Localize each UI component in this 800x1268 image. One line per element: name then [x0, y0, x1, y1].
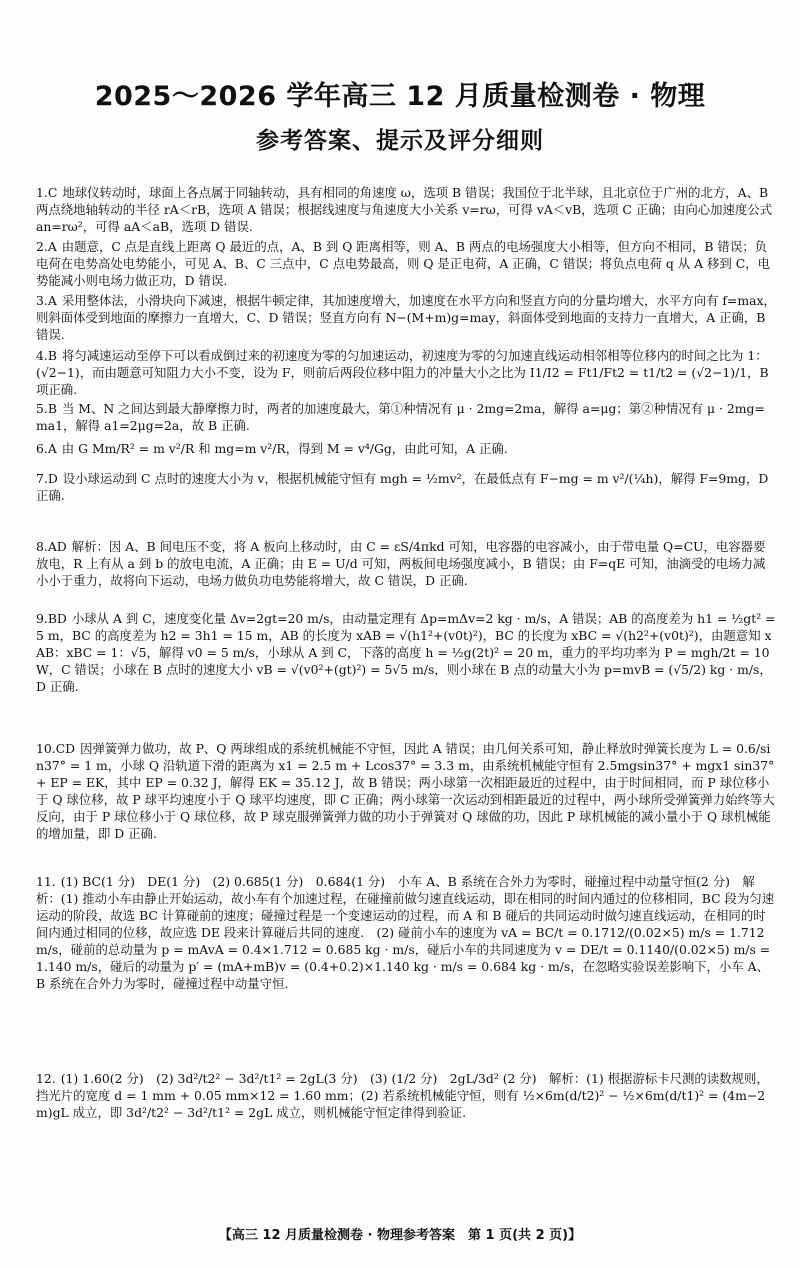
answer-text: 因弹簧弹力做功，故 P、Q 两球组成的系统机械能不守恒，因此 A 错误；由几何关系可知，静止释放时弹簧长度为 L = 0.6/sin37° = 1 m，小球 Q 沿轨道下滑的距离为 x1 = 2.5 m + Lcos37° = 3.3 m，由系统机械能守恒有 2.5mgsin37° + mgx1 sin37° + EP = EK，其中 EP = 0.32 J，解得 EK = 35.12 J，故 B 错误；两小球第一次相距最近的过程中，由于时间相同，而 P 球位移小于 Q 球位移，故 P 球平均速度小于 Q 球平均速度，即 C 正确；两小球第一次运动到相距最近的过程中，两小球所受弹簧弹力始终等大反向，由于 P 球位移小于 Q 球位移，故 P 球克服弹簧弹力做的功小于弹簧对 Q 球做的功，因此 P 球机械能的减小量小于 Q 球机械能的增加量，即 D 正确.	[36, 741, 775, 841]
answer-item-1	[36, 184, 776, 236]
answer-text: (1) 1.60(2 分) (2) 3d²/t2² − 3d²/t1² = 2gL(3 分) (3) (1/2 分) 2gL/3d² (2 分) 解析：(1) 根据游标卡尺测的读数规则，挡光片的宽度 d = 1 mm + 0.05 mm×12 = 1.60 mm；(2) 若系统机械能守恒，则有 ½×6m(d/t2)² − ½×6m(d/t1)² = (4m−2m)gL 成立，即 3d²/t2² − 3d²/t1² = 2gL 成立，则机械能守恒定律得到验证.	[36, 1071, 769, 1120]
page-title: 2025～2026 学年高三 12 月质量检测卷 · 物理	[94, 81, 706, 112]
answer-number: 8.AD	[36, 539, 67, 554]
answer-number: 4.B	[36, 348, 57, 363]
page-footer: 【高三 12 月质量检测卷 · 物理参考答案 第 1 页(共 2 页)】	[218, 1228, 582, 1243]
answer-text: 采用整体法，小滑块向下减速，根据牛顿定律，其加速度增大，加速度在水平方向和竖直方向的分量均增大，水平方向有 f=max，则斜面体受到地面的摩擦力一直增大，C、D 错误；竖直方向有 N−(M+m)g=may，斜面体受到地面的支持力一直增大，A 正确，B 错误.	[36, 293, 776, 342]
answer-number: 7.D	[36, 471, 58, 486]
answer-number: 3.A	[36, 293, 57, 308]
answer-text: 解析：因 A、B 间电压不变，将 A 板向上移动时，由 C = εS/4πkd 可知，电容器的电容减小，由于带电量 Q=CU，电容器要放电，R 上有从 a 到 b 的放电电流，A 正确；由 E = U/d 可知，两板间电场强度减小，B 错误；由 F=qE 可知，油滴受的电场力减小小于重力，故将向下运动，电场力做负功电势能将增大，故 C 错误，D 正确.	[36, 539, 766, 588]
answer-number: 10.CD	[36, 741, 76, 756]
answer-item-3	[36, 292, 776, 344]
answer-text: 地球仪转动时，球面上各点属于同轴转动，具有相同的角速度 ω，选项 B 错误；我国位于北半球，且北京位于广州的北方，A、B 两点绕地轴转动的半径 rA＜rB，选项 A 错误；根据线速度与角速度大小关系 v=rω，可得 vA＜vB，选项 C 正确；由向心加速度公式 an=rω²，可得 aA＜aB，选项 D 错误.	[36, 185, 773, 234]
answer-text: 将匀减速运动至停下可以看成倒过来的初速度为零的匀加速运动，初速度为零的匀加速直线运动相邻相等位移内的时间之比为 1：(√2−1)，而由题意可知阻力大小不变，设为 F，则前后两段位移中阻力的冲量大小之比为 I1/I2 = Ft1/Ft2 = t1/t2 = (√2−1)/1，B 项正确.	[36, 348, 769, 397]
answer-item-7	[36, 470, 776, 505]
answer-number: 6.A	[36, 441, 57, 456]
answer-item-8	[36, 538, 776, 590]
answer-item-5	[36, 400, 776, 435]
answer-item-6	[36, 440, 776, 458]
answer-text: 由 G Mm/R² = m v²/R 和 mg=m v²/R，得到 M = v⁴/Gg，由此可知，A 正确.	[61, 441, 508, 456]
answer-item-9	[36, 610, 776, 730]
page-subtitle: 参考答案、提示及评分细则	[256, 128, 544, 154]
answer-number: 2.A	[36, 239, 57, 254]
answer-text: 由题意，C 点是直线上距离 Q 最近的点，A、B 到 Q 距离相等，则 A、B 两点的电场强度大小相等，但方向不相同，B 错误；负电荷在电势高处电势能小，可见 A、B、C 三点中，C 点电势最高，则 Q 是正电荷，A 正确，C 错误；将负点电荷 q 从 A 移到 C，电势能减小则电场力做正功，D 错误.	[36, 239, 770, 288]
answer-text: (1) BC(1 分) DE(1 分) (2) 0.685(1 分) 0.684(1 分) 小车 A、B 系统在合外力为零时，碰撞过程中动量守恒(2 分) 解析：(1) 推动小车由静止开始运动，故小车有个加速过程，在碰撞前做匀速直线运动，即在相同的时间内通过的位移相同，BC 段为匀速运动的阶段，故选 BC 计算碰前的速度；碰撞过程是一个变速运动的过程，而 A 和 B 碰后的共同运动时做匀速直线运动，在相同的时间内通过相同的位移，故应选 DE 段来计算碰后共同的速度. (2) 碰前小车的速度为 vA = BC/t = 0.1712/(0.02×5) m/s = 1.712 m/s，碰前的总动量为 p = mAvA = 0.4×1.712 = 0.685 kg · m/s，碰后小车的共同速度为 v = DE/t = 0.1140/(0.02×5) m/s = 1.140 m/s，碰后的动量为 p′ = (mA+mB)v = (0.4+0.2)×1.140 kg · m/s = 0.684 kg · m/s，在忽略实验误差影响下，小车 A、B 系统在合外力为零时，碰撞过程中动量守恒.	[36, 874, 775, 991]
answer-text: 设小球运动到 C 点时的速度大小为 v，根据机械能守恒有 mgh = ½mv²，在最低点有 F−mg = m v²/(¼h)，解得 F=9mg，D 正确.	[36, 471, 769, 503]
answer-number: 5.B	[36, 401, 57, 416]
answer-item-2	[36, 238, 776, 290]
answer-number: 9.BD	[36, 611, 67, 626]
answer-number: 12.	[36, 1071, 56, 1086]
answer-item-4	[36, 347, 776, 399]
answer-item-11	[36, 873, 776, 1061]
answer-item-10	[36, 740, 776, 860]
answer-text: 当 M、N 之间达到最大静摩擦力时，两者的加速度最大，第①种情况有 μ · 2mg=2ma，解得 a=μg；第②种情况有 μ · 2mg=ma1，解得 a1=2μg=2a，故 B 正确.	[36, 401, 765, 433]
answer-text: 小球从 A 到 C，速度变化量 Δv=2gt=20 m/s，由动量定理有 Δp=mΔv=2 kg · m/s，A 错误；AB 的高度差为 h1 = ½gt² = 5 m，BC 的高度差为 h2 = 3h1 = 15 m，AB 的长度为 xAB = √(h1²+(v0t)²)，BC 的长度为 xBC = √(h2²+(v0t)²)，由题意知 xAB：xBC = 1：√5，解得 v0 = 5 m/s，小球从 A 到 C，下落的高度 h = ½g(2t)² = 20 m，重力的平均功率为 P = mgh/2t = 10 W，C 错误；小球在 B 点时的速度大小 vB = √(v0²+(gt)²) = 5√5 m/s，则小球在 B 点的动量大小为 p=mvB = (√5/2) kg · m/s，D 正确.	[36, 611, 776, 694]
answer-number: 11.	[36, 874, 56, 889]
answer-item-12	[36, 1070, 776, 1190]
answer-number: 1.C	[36, 185, 58, 200]
